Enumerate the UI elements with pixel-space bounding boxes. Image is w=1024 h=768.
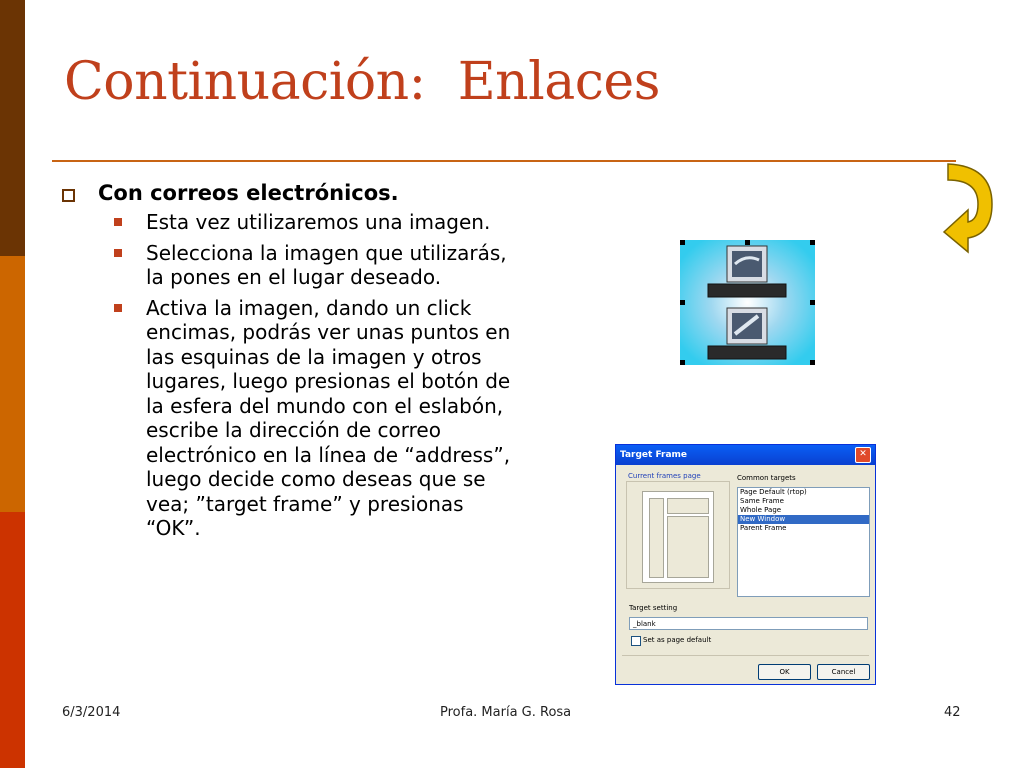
cancel-button[interactable]: Cancel — [817, 664, 870, 680]
sidebar-band-bottom — [0, 512, 25, 768]
networked-computers-image[interactable] — [680, 240, 815, 365]
square-bullet-icon — [114, 249, 122, 257]
sub-bullet-text: Selecciona la imagen que utilizarás, la pones en el lugar deseado. — [146, 240, 507, 289]
footer-date: 6/3/2014 — [62, 705, 121, 720]
target-option-selected[interactable]: New Window — [738, 515, 869, 524]
sub-bullet-text: Activa la imagen, dando un click encimas, podrás ver unas puntos en las esquinas de la imagen y otros lugares, luego presionas el botón de la esfera del mundo con el eslabón, escribe la dirección de correo electrónico en la línea de “address”, luego decide como deseas que se vea; ”target frame” y presionas “OK”. — [146, 295, 511, 540]
frame-top[interactable] — [667, 498, 709, 514]
dialog-divider — [622, 655, 869, 656]
title-divider — [52, 160, 956, 162]
slide-content — [62, 180, 522, 547]
sub-bullet-item — [114, 241, 522, 290]
sidebar-band-top — [0, 0, 25, 256]
square-bullet-icon — [114, 218, 122, 226]
frame-main[interactable] — [667, 516, 709, 578]
common-targets-list[interactable] — [737, 487, 870, 597]
sidebar-band-middle — [0, 256, 25, 512]
ok-button[interactable]: OK — [758, 664, 811, 680]
target-setting-input[interactable]: _blank — [629, 617, 868, 630]
close-icon[interactable]: ✕ — [855, 447, 871, 463]
set-default-label: Set as page default — [643, 636, 712, 644]
hollow-square-bullet-icon — [62, 189, 75, 202]
sub-bullet-text: Esta vez utilizaremos una imagen. — [146, 210, 491, 234]
target-frame-dialog — [615, 444, 876, 685]
frames-preview[interactable] — [642, 491, 714, 583]
bullet-heading — [62, 180, 522, 206]
heading-text: Con correos electrónicos. — [98, 181, 399, 205]
slide-title: Continuación: Enlaces — [64, 52, 660, 112]
target-option[interactable]: Parent Frame — [740, 524, 787, 532]
footer-page-number: 42 — [944, 705, 961, 720]
footer-author: Profa. María G. Rosa — [440, 705, 572, 720]
target-setting-label: Target setting — [629, 604, 678, 612]
target-option[interactable]: Same Frame — [740, 497, 784, 505]
common-targets-label: Common targets — [737, 474, 796, 482]
set-default-checkbox[interactable] — [631, 636, 641, 646]
frame-left[interactable] — [649, 498, 664, 578]
target-option[interactable]: Page Default (rtop) — [740, 488, 807, 496]
dialog-titlebar — [616, 445, 875, 465]
curved-arrow-icon — [940, 160, 996, 258]
current-frames-label: Current frames page — [628, 472, 701, 480]
sub-bullet-list — [114, 210, 522, 541]
dialog-title: Target Frame — [620, 450, 688, 460]
target-option[interactable]: Whole Page — [740, 506, 782, 514]
sub-bullet-item — [114, 210, 522, 235]
square-bullet-icon — [114, 304, 122, 312]
sub-bullet-item — [114, 296, 522, 541]
